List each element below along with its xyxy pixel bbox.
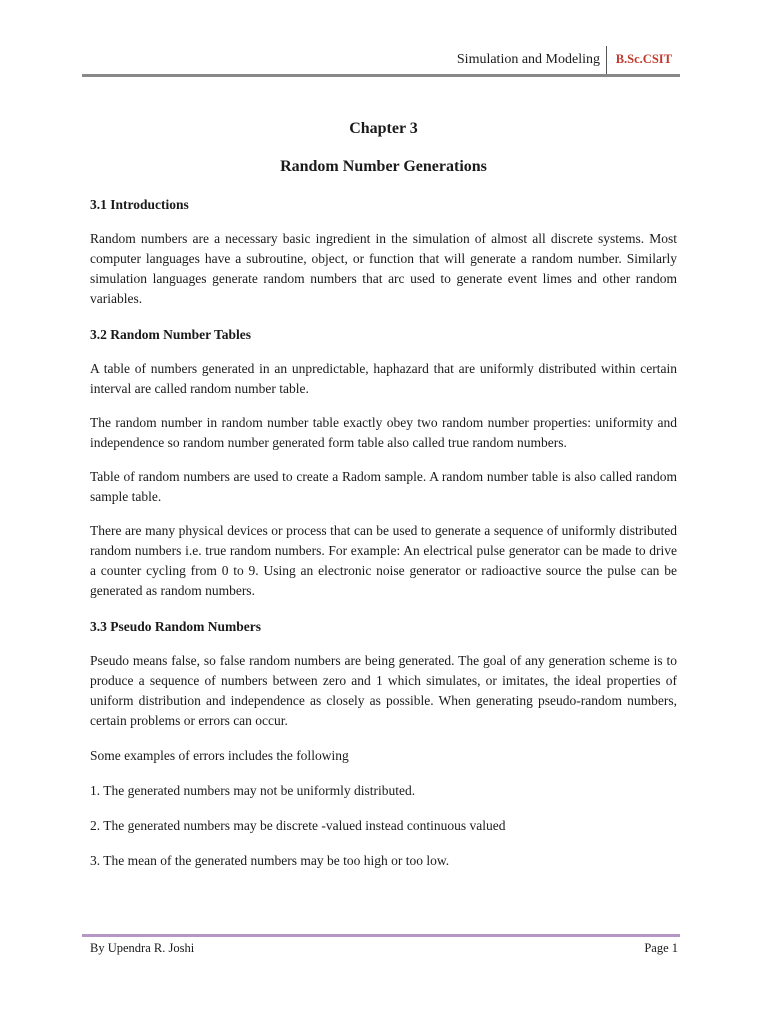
section-heading-pseudo: 3.3 Pseudo Random Numbers [90, 619, 262, 634]
paragraph: The random number in random number table exactly obey two random number properties: uniformity and independence so random number generated form table also called true random numbers. [90, 415, 677, 450]
footer-rule [82, 934, 680, 937]
page-number: Page 1 [644, 941, 678, 955]
paragraph: Random numbers are a necessary basic ingredient in the simulation of almost all discrete systems. Most computer languages have a subroutine, object, or function that will generate a random number. Similarly simulation languages generate random numbers that arc used to generate event limes and other random variables. [90, 231, 677, 306]
chapter-title: Random Number Generations [280, 158, 487, 175]
page-header [82, 44, 680, 76]
paragraph: Table of random numbers are used to create a Radom sample. A random number table is also called random sample table. [90, 469, 677, 504]
header-title: Simulation and Modeling [456, 52, 600, 67]
section-heading-intro: 3.1 Introductions [90, 197, 189, 212]
paragraph: Pseudo means false, so false random numbers are being generated. The goal of any generation scheme is to produce a sequence of numbers between zero and 1 which simulates, or imitates, the ideal properties of uniform distribution and independence as closely as possible. When generating pseudo-random numbers, certain problems or errors can occur. [90, 653, 677, 728]
header-rule [82, 74, 680, 77]
section-heading-tables: 3.2 Random Number Tables [90, 327, 252, 342]
header-divider [606, 46, 607, 74]
list-item: 3. The mean of the generated numbers may be too high or too low. [90, 853, 450, 868]
list-item: 2. The generated numbers may be discrete -valued instead continuous valued [90, 818, 506, 833]
chapter-label: Chapter 3 [349, 120, 418, 137]
footer-author: By Upendra R. Joshi [90, 941, 195, 955]
paragraph: Some examples of errors includes the following [90, 748, 349, 763]
page-content [90, 112, 677, 871]
header-badge: B.Sc.CSIT [615, 52, 672, 66]
paragraph: A table of numbers generated in an unpredictable, haphazard that are uniformly distributed within certain interval are called random number table. [90, 361, 677, 396]
paragraph: There are many physical devices or process that can be used to generate a sequence of uniformly distributed random numbers i.e. true random numbers. For example: An electrical pulse generator can be made to drive a counter cycling from 0 to 9. Using an electronic noise generator or radioactive source the pulse can be generated as random numbers. [90, 523, 677, 598]
list-item: 1. The generated numbers may not be uniformly distributed. [90, 783, 416, 798]
